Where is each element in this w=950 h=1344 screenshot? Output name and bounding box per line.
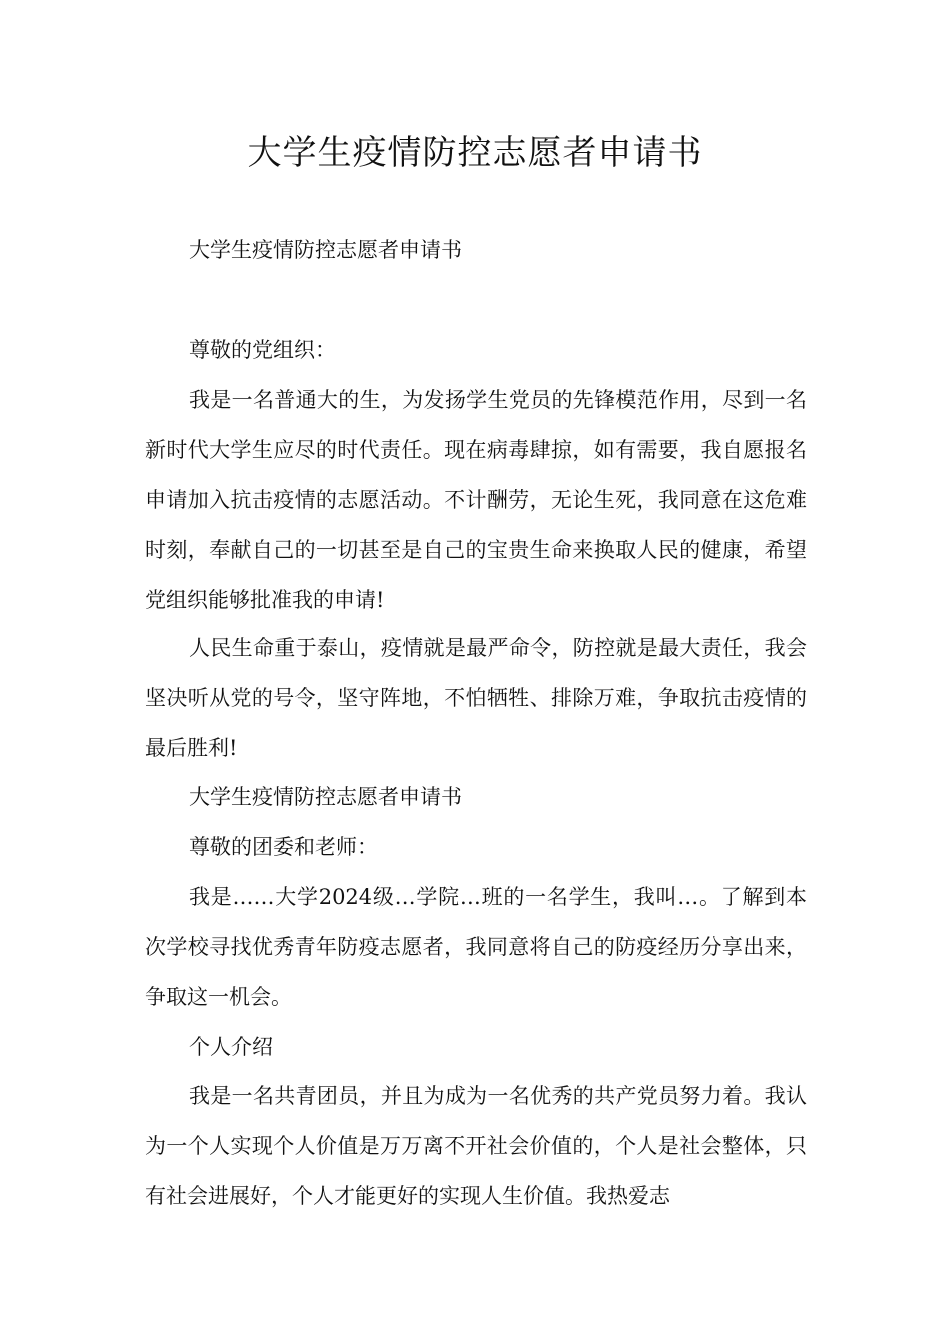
paragraph-personal: 我是一名共青团员，并且为成为一名优秀的共产党员努力着。我认为一个人实现个人价值是万万离不开社会价值的，个人是社会整体，只有社会进展好，个人才能更好的实现人生价值。我热爱志 bbox=[145, 1084, 807, 1208]
paragraph-application-2: 人民生命重于泰山，疫情就是最严命令，防控就是最大责任，我会坚决听从党的号令，坚守阵地，不怕牺牲、排除万难，争取抗击疫情的最后胜利! bbox=[145, 636, 807, 760]
paragraph-introduction: 我是……大学2024级…学院…班的一名学生，我叫…。了解到本次学校寻找优秀青年防疫志愿者，我同意将自己的防疫经历分享出来，争取这一机会。 bbox=[145, 885, 807, 1009]
subtitle-paragraph-1: 大学生疫情防控志愿者申请书 bbox=[189, 238, 462, 262]
salutation-committee: 尊敬的团委和老师： bbox=[189, 835, 378, 859]
subtitle-paragraph-2: 大学生疫情防控志愿者申请书 bbox=[189, 785, 462, 809]
salutation-party: 尊敬的党组织： bbox=[189, 338, 336, 362]
document-title: 大学生疫情防控志愿者申请书 bbox=[247, 133, 703, 173]
paragraph-application-1: 我是一名普通大的生，为发扬学生党员的先锋模范作用，尽到一名新时代大学生应尽的时代责任。现在病毒肆掠，如有需要，我自愿报名申请加入抗击疫情的志愿活动。不计酬劳，无论生死，我同意在这危难时刻，奉献自己的一切甚至是自己的宝贵生命来换取人民的健康，希望党组织能够批准我的申请! bbox=[145, 388, 807, 612]
section-heading-personal: 个人介绍 bbox=[189, 1035, 273, 1059]
